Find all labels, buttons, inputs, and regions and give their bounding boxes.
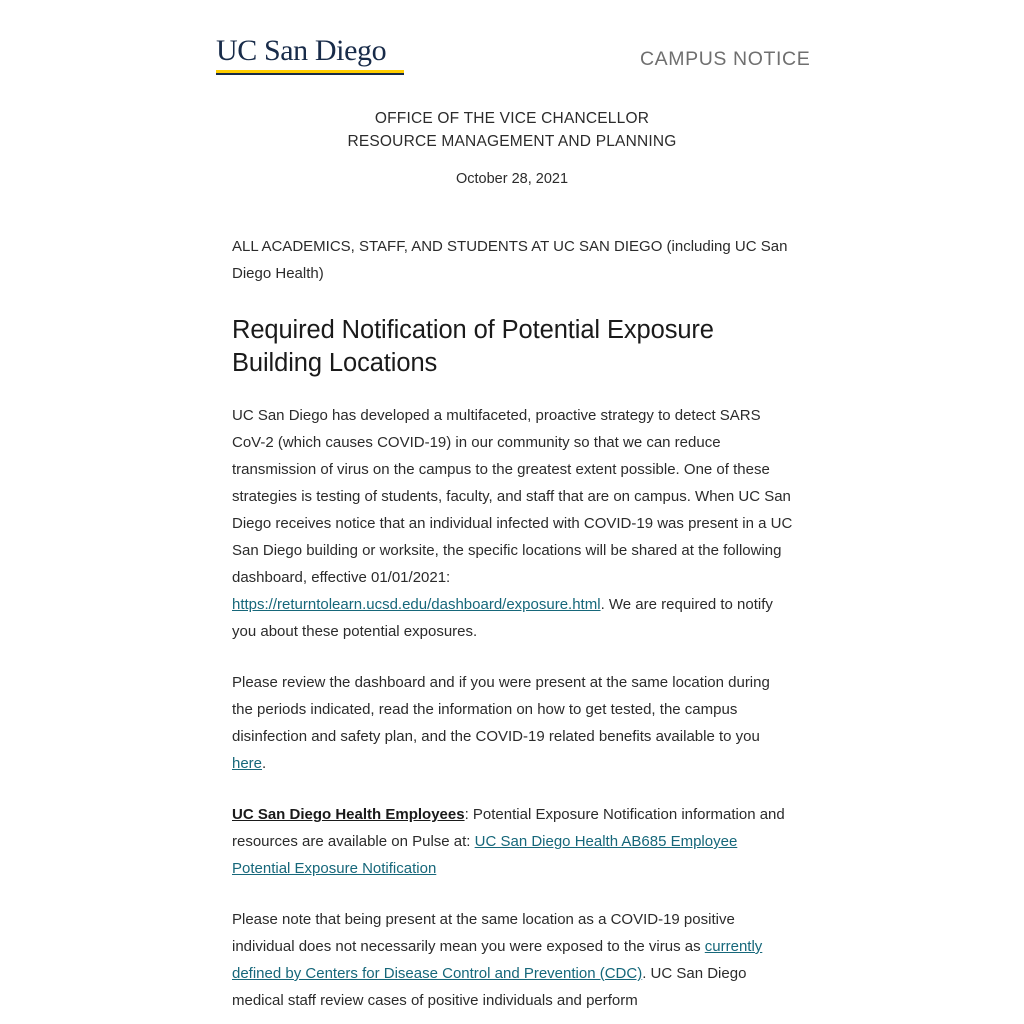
paragraph-4-text-b: . UC San Diego medical staff review cases of positive individuals and perform: [232, 965, 747, 1009]
issuing-office: [0, 108, 1024, 153]
logo-navy-rule: [216, 73, 404, 75]
paragraph-4-text-a: Please note that being present at the same location as a COVID-19 positive individual does not necessarily mean you were exposed to the virus as: [232, 911, 735, 955]
paragraph-4: [232, 906, 794, 1014]
notice-content: [0, 108, 1024, 1009]
uc-san-diego-logo: [216, 34, 416, 75]
paragraph-1-text-b: . We are required to notify you about these potential exposures.: [232, 596, 773, 640]
page-header: [0, 34, 1024, 94]
office-line-1: OFFICE OF THE VICE CHANCELLOR: [374, 110, 650, 127]
paragraph-1-text-a: UC San Diego has developed a multifaceted, proactive strategy to detect SARS CoV-2 (which causes COVID-19) in our community so that we can reduce transmission of virus on the campus to the greatest extent possible. One of these strategies is testing of students, faculty, and staff that are on campus. When UC San Diego receives notice that an individual infected with COVID-19 was present in a UC San Diego building or worksite, the specific locations will be shared at the following dashboard, effective 01/01/2021:: [232, 407, 793, 586]
page-title: Required Notification of Potential Exposure Building Locations: [232, 316, 714, 377]
benefits-here-link[interactable]: here: [232, 755, 263, 772]
exposure-dashboard-link[interactable]: https://returntolearn.ucsd.edu/dashboard/exposure.html: [232, 596, 601, 613]
health-employees-label: UC San Diego Health Employees: [232, 806, 465, 823]
pulse-ab685-link[interactable]: UC San Diego Health AB685 Employee Potential Exposure Notification: [232, 833, 738, 877]
office-line-2: RESOURCE MANAGEMENT AND PLANNING: [347, 132, 677, 150]
paragraph-3-text-a: : Potential Exposure Notification information and resources are available on Pulse at:: [232, 806, 785, 850]
notice-audience: ALL ACADEMICS, STAFF, AND STUDENTS AT UC SAN DIEGO (including UC San Diego Health): [232, 238, 788, 282]
paragraph-2-text-a: Please review the dashboard and if you were present at the same location during the periods indicated, read the information on how to get tested, the campus disinfection and safety plan, and the COVID-19 related benefits available to you: [232, 674, 770, 745]
notice-body: [232, 402, 794, 1014]
logo-wordmark: UC San Diego: [216, 34, 387, 67]
paragraph-2: [232, 669, 794, 777]
paragraph-2-text-b: .: [262, 755, 267, 772]
notice-date: October 28, 2021: [455, 171, 569, 187]
paragraph-3: [232, 801, 794, 882]
cdc-definition-link[interactable]: currently defined by Centers for Disease Control and Prevention (CDC): [232, 938, 763, 982]
campus-notice-label: CAMPUS NOTICE: [640, 48, 811, 70]
paragraph-1: [232, 402, 794, 645]
